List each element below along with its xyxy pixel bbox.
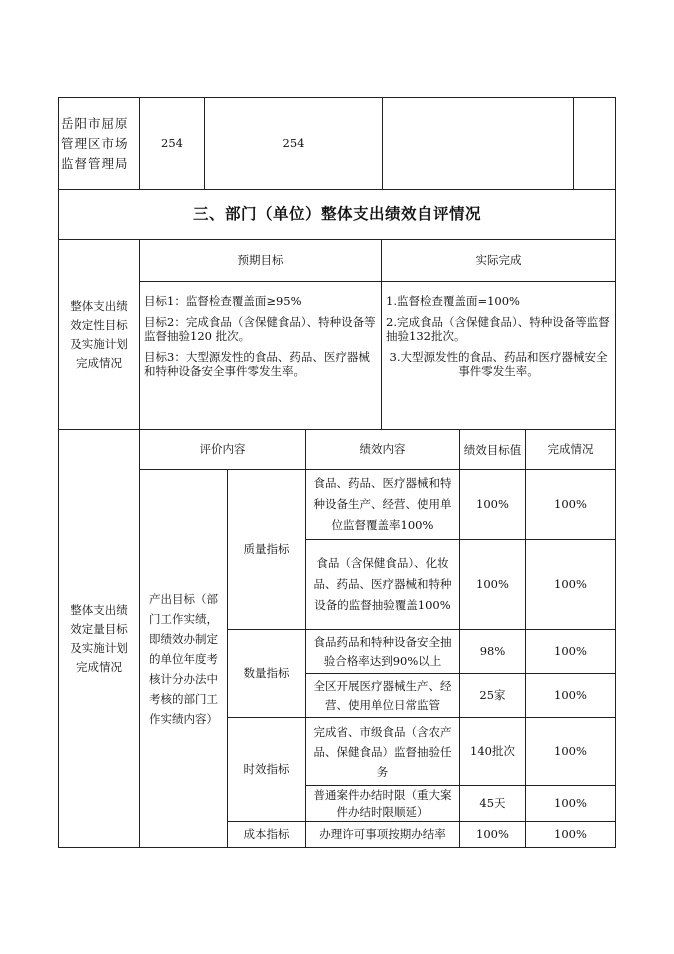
completion-header: 完成情况 — [526, 430, 616, 470]
unit-name-cell: 岳阳市屈原管理区市场监督管理局 — [59, 98, 140, 190]
cost-result-1: 100% — [526, 822, 616, 848]
quality-result-1: 100% — [526, 470, 616, 540]
actual-result-2: 2.完成食品（含保健食品）、特种设备等监督抽验132批次。 — [386, 314, 610, 343]
actual-results-cell — [382, 282, 616, 430]
quality-target-2: 100% — [460, 540, 526, 630]
qualitative-goals-table — [58, 239, 616, 430]
performance-table-page — [58, 97, 615, 848]
timeliness-indicator-label: 时效指标 — [228, 718, 306, 822]
eval-content-header: 评价内容 — [140, 430, 306, 470]
quality-content-1: 食品、药品、医疗器械和特种设备生产、经营、使用单位监督覆盖率100% — [306, 470, 460, 540]
actual-result-header: 实际完成 — [382, 240, 616, 282]
timeliness-target-2: 45天 — [460, 786, 526, 822]
section-title-row — [59, 190, 616, 240]
cost-indicator-label: 成本指标 — [228, 822, 306, 848]
timeliness-content-1: 完成省、市级食品（含农产品、保健食品）监督抽验任务 — [306, 718, 460, 786]
quant-header-row — [59, 430, 616, 470]
target-value-header: 绩效目标值 — [460, 430, 526, 470]
quantity-target-2: 25家 — [460, 674, 526, 718]
quantitative-row-label: 整体支出绩效定量目标及实施计划完成情况 — [59, 430, 140, 848]
cost-target-1: 100% — [460, 822, 526, 848]
unit-empty-cell-1 — [383, 98, 574, 190]
quality-target-1: 100% — [460, 470, 526, 540]
timeliness-content-2: 普通案件办结时限（重大案件办结时限顺延） — [306, 786, 460, 822]
quantity-target-1: 98% — [460, 630, 526, 674]
expected-goal-2: 目标2：完成食品（含保健食品）、特种设备等监督抽验120 批次。 — [144, 314, 376, 343]
quantity-content-2: 全区开展医疗器械生产、经营、使用单位日常监管 — [306, 674, 460, 718]
unit-funding-table — [58, 97, 616, 240]
performance-content-header: 绩效内容 — [306, 430, 460, 470]
table-row — [59, 470, 616, 540]
timeliness-result-2: 100% — [526, 786, 616, 822]
expected-goals-cell — [140, 282, 382, 430]
quality-indicator-label: 质量指标 — [228, 470, 306, 630]
section-title: 三、部门（单位）整体支出绩效自评情况 — [59, 190, 616, 240]
expected-goal-3: 目标3：大型源发性的食品、药品、医疗器械和特种设备安全事件零发生率。 — [144, 349, 370, 378]
quantity-content-1: 食品药品和特种设备安全抽验合格率达到90%以上 — [306, 630, 460, 674]
timeliness-result-1: 100% — [526, 718, 616, 786]
unit-row — [59, 98, 616, 190]
unit-value-1: 254 — [140, 98, 205, 190]
actual-result-3: 3.大型源发性的食品、药品和医疗器械安全事件零发生率。 — [389, 349, 608, 378]
quality-result-2: 100% — [526, 540, 616, 630]
quantity-result-2: 100% — [526, 674, 616, 718]
expected-goal-1: 目标1：监督检查覆盖面≥95% — [144, 294, 302, 308]
timeliness-target-1: 140批次 — [460, 718, 526, 786]
unit-empty-cell-2 — [574, 98, 616, 190]
quantity-indicator-label: 数量指标 — [228, 630, 306, 718]
quality-content-2: 食品（含保健食品）、化妆品、药品、医疗器械和特种设备的监督抽验覆盖100% — [306, 540, 460, 630]
quantity-result-1: 100% — [526, 630, 616, 674]
actual-result-1: 1.监督检查覆盖面=100% — [386, 294, 520, 308]
cost-content-1: 办理许可事项按期办结率 — [306, 822, 460, 848]
expected-goal-header: 预期目标 — [140, 240, 382, 282]
quantitative-goals-table — [58, 429, 616, 848]
qualitative-row-label: 整体支出绩效定性目标及实施计划完成情况 — [59, 240, 140, 430]
unit-value-2: 254 — [205, 98, 383, 190]
output-target-label: 产出目标（部门工作实绩，即绩效办制定的单位年度考核计分办法中考核的部门工作实绩内容） — [140, 470, 228, 848]
